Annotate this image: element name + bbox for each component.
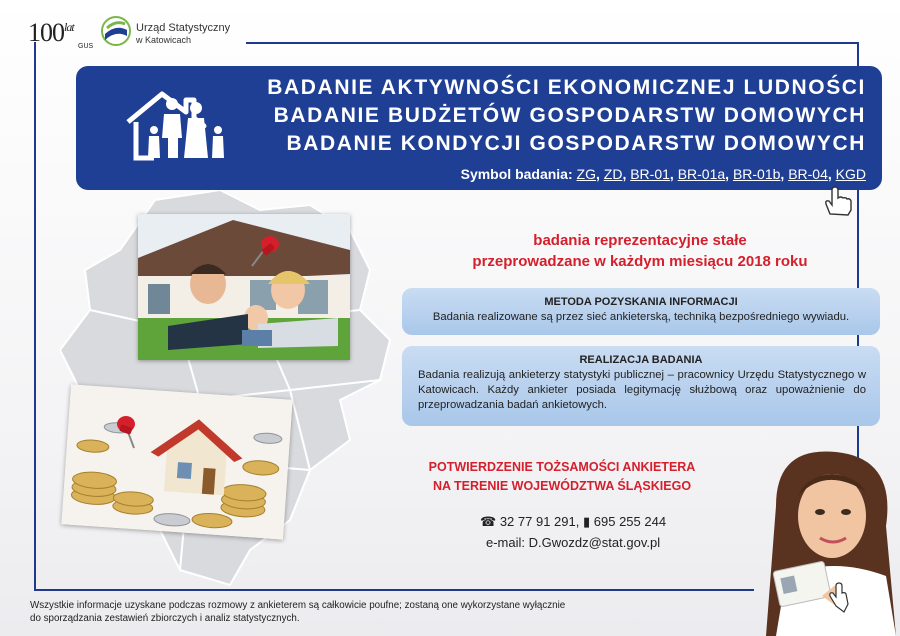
realization-body: Badania realizują ankieterzy statystyki publicznej – pracownicy Urzędu Statystycznego w Katowicach. Każdy ankieter posiada legitymację służbową oraz upoważnienie do przeprowadzania badań ankietowych. <box>418 369 866 411</box>
confirmation-line2: NA TERENIE WOJEWÓDZTWA ŚLĄSKIEGO <box>432 479 692 493</box>
office-name-line2: w Katowicach <box>136 35 192 45</box>
phone-contact <box>480 514 730 530</box>
family-house-photo <box>138 214 350 360</box>
confirmation-line1: POTWIERDZENIE TOŻSAMOŚCI ANKIETERA <box>428 460 696 474</box>
gus-100-years-logo <box>28 18 94 50</box>
survey-frequency-subtitle <box>400 230 880 272</box>
confidentiality-footer <box>30 599 670 625</box>
survey-title-1: BADANIE AKTYWNOŚCI EKONOMICZNEJ LUDNOŚCI <box>267 76 866 99</box>
mobile-phone-icon: ▮ <box>582 514 591 529</box>
method-body: Badania realizowane są przez sieć ankieterską, techniką bezpośredniego wywiadu. <box>432 311 850 323</box>
family-photo-illustration <box>138 214 350 360</box>
subtitle-line1: badania reprezentacyjne stałe <box>533 232 747 249</box>
survey-title-2: BADANIE BUDŻETÓW GOSPODARSTW DOMOWYCH <box>273 104 866 127</box>
symbol-br-01b[interactable]: BR-01b <box>732 166 781 182</box>
coins-house-photo <box>61 384 292 539</box>
symbol-zg[interactable]: ZG <box>576 166 596 182</box>
phone-number-2[interactable]: 695 255 244 <box>593 514 667 529</box>
logo-gus-text: GUS <box>78 43 94 50</box>
identity-confirmation-heading <box>402 458 722 496</box>
pin-icon <box>248 232 282 268</box>
subtitle-line2: przeprowadzane w każdym miesiącu 2018 roku <box>472 253 808 270</box>
statistical-office-logo-icon <box>101 16 131 46</box>
frame-line-top <box>246 42 858 44</box>
office-name-line1: Urząd Statystyczny <box>136 22 231 34</box>
realization-info-box <box>402 346 880 426</box>
method-info-box <box>402 288 880 335</box>
email-contact <box>486 535 736 550</box>
symbol-br-01[interactable]: BR-01 <box>630 166 670 182</box>
hand-pointer-icon <box>820 186 860 216</box>
symbol-br-04[interactable]: BR-04 <box>788 166 828 182</box>
footer-line1: Wszystkie informacje uzyskane podczas rozmowy z ankieterem są całkowicie poufne; zostaną one wykorzystane wyłącznie <box>30 600 566 611</box>
coins-photo-illustration <box>61 384 292 539</box>
footer-line2: do sporządzania zestawień zbiorczych i analiz statystycznych. <box>30 613 300 624</box>
symbol-kgd[interactable]: KGD <box>835 166 866 182</box>
method-title: METODA POZYSKANIA INFORMACJI <box>544 296 738 308</box>
survey-title-3: BADANIE KONDYCJI GOSPODARSTW DOMOWYCH <box>286 132 866 155</box>
realization-title: REALIZACJA BADANIA <box>579 354 703 366</box>
symbol-zd[interactable]: ZD <box>603 166 623 182</box>
symbol-label: Symbol badania: <box>460 166 573 182</box>
family-house-icon <box>124 86 234 166</box>
email-label: e-mail: <box>486 535 526 550</box>
frame-line-bottom <box>34 589 754 591</box>
logo-lat-text: lat <box>64 20 74 34</box>
interviewer-woman-photo <box>736 446 900 636</box>
frame-line-left <box>34 42 36 590</box>
survey-symbols: Symbol badania: ZG, ZD, BR-01, BR-01a, BR-01b, BR-04, KGD <box>460 166 866 182</box>
statistical-office-name <box>136 22 230 46</box>
email-address-link[interactable]: D.Gwozdz@stat.gov.pl <box>528 535 661 550</box>
phone-icon: ☎ <box>480 514 497 529</box>
logo-100-number: 100 <box>28 18 64 47</box>
phone-number-1[interactable]: 32 77 91 291, <box>499 514 580 529</box>
pin-icon-coins <box>114 414 148 450</box>
symbol-br-01a[interactable]: BR-01a <box>677 166 726 182</box>
